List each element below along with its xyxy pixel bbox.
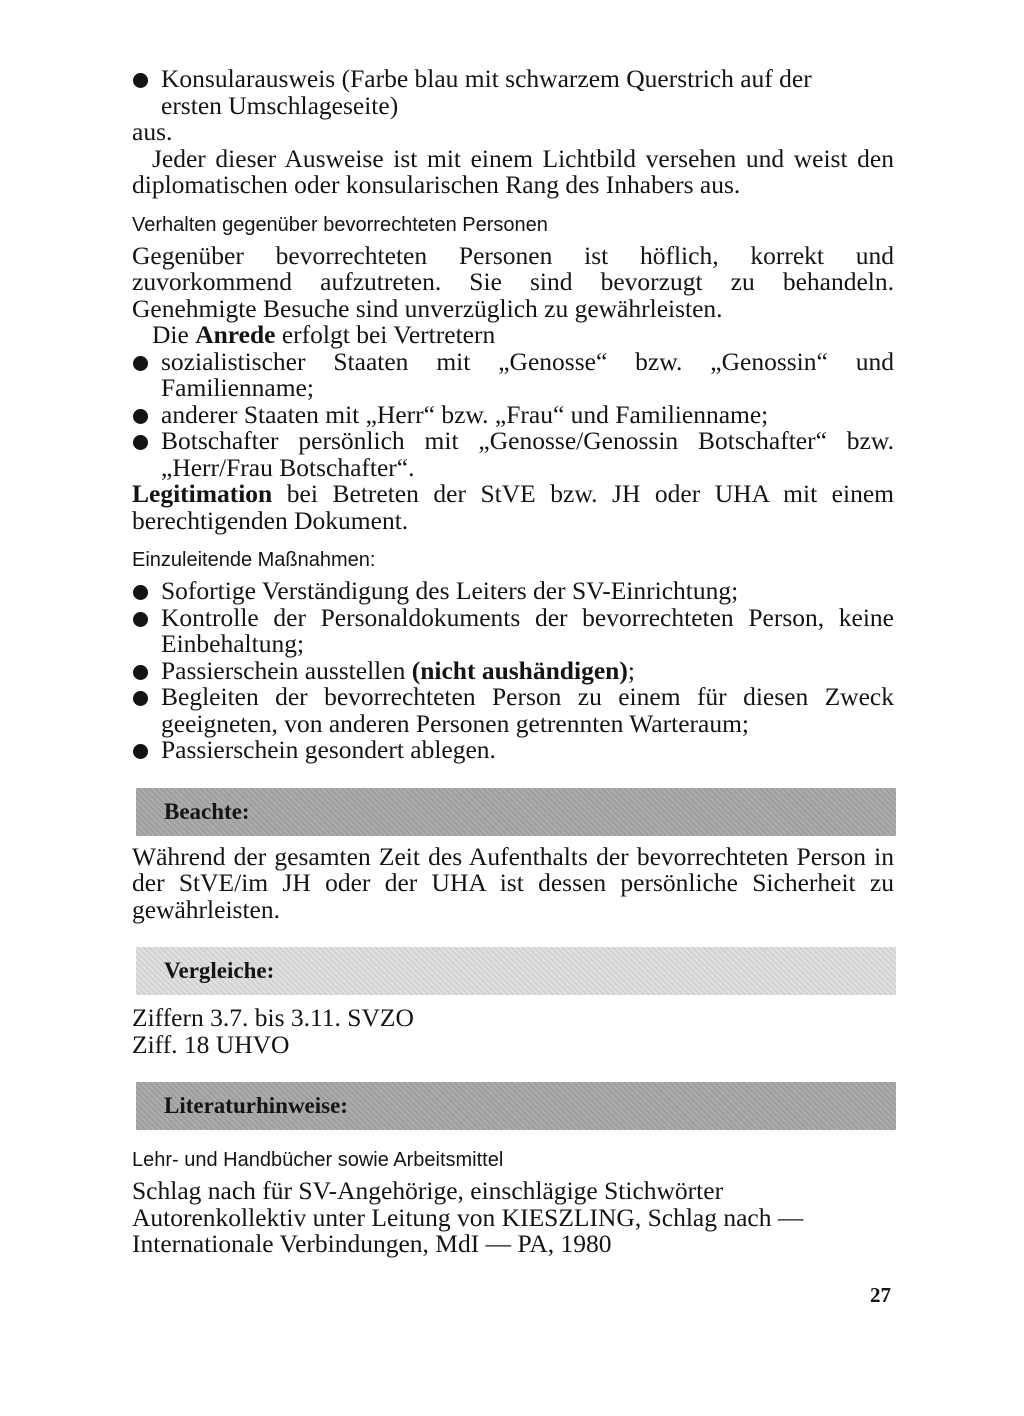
- list-item: [132, 684, 894, 737]
- list-item-text: anderer Staaten mit „Herr“ bzw. „Frau“ und Familienname;: [161, 399, 769, 429]
- paragraph-verhalten: Gegenüber bevorrechteten Personen ist höflich, korrekt und zuvorkommend aufzutreten. Sie sind bevorzugt zu behandeln. Genehmigte Besuche sind unverzüglich zu gewährleisten.: [132, 240, 894, 323]
- vergleiche-line: Ziff. 18 UHVO: [132, 1029, 290, 1059]
- list-item-text: Begleiten der bevorrechteten Person zu einem für diesen Zweck geeigneten, von anderen Personen getrennten Warteraum;: [161, 682, 894, 738]
- list-item-text: sozialistischer Staaten mit „Genosse“ bzw. „Genossin“ und Familienname;: [161, 346, 894, 402]
- section-heading-massnahmen: Einzuleitende Maßnahmen:: [132, 549, 376, 571]
- anrede-suffix: erfolgt bei Vertretern: [281, 320, 496, 349]
- bullet-line: Konsularausweis (Farbe blau mit schwarzem Querstrich auf der: [161, 64, 812, 93]
- vergleiche-line: Ziffern 3.7. bis 3.11. SVZO: [132, 1003, 414, 1032]
- list-item-tail: ;: [627, 655, 635, 685]
- literatur-box: [136, 1082, 896, 1130]
- list-item: [132, 602, 894, 658]
- legitimation-rest: bei Betreten der StVE bzw. JH oder UHA mit einem berechtigenden Dokument.: [132, 479, 894, 535]
- legitimation-bold: Legitimation: [132, 479, 273, 508]
- bullet-dot-icon: [133, 73, 148, 88]
- literatur-heading: Lehr- und Handbücher sowie Arbeitsmittel: [132, 1149, 504, 1171]
- beachte-box: [136, 788, 896, 836]
- page-content: [132, 66, 894, 1258]
- list-item-plain: Passierschein ausstellen: [161, 655, 406, 685]
- vergleiche-box: [136, 947, 896, 995]
- literatur-line: Autorenkollektiv unter Leitung von KIESZLING, Schlag nach —: [132, 1202, 804, 1232]
- bullet-dot-icon: [133, 744, 148, 759]
- list-item: [132, 655, 894, 685]
- list-item: [132, 737, 894, 764]
- bullet-dot-icon: [133, 612, 148, 627]
- anrede-bold: Anrede: [195, 320, 276, 349]
- list-item-text: Passierschein gesondert ablegen.: [161, 735, 496, 764]
- list-item-text: [161, 655, 894, 685]
- paragraph-beachte: Während der gesamten Zeit des Aufenthalts der bevorrechteten Person in der StVE/im JH oder der UHA ist dessen persönliche Sicherheit zu gewährleisten.: [132, 841, 894, 924]
- list-item: [132, 346, 894, 402]
- literatur-label: Literaturhinweise:: [164, 1093, 348, 1118]
- bullet-konsularausweis: [132, 66, 894, 119]
- list-item-text: Botschafter persönlich mit „Genosse/Genossin Botschafter“ bzw. „Herr/Frau Botschafter“.: [161, 426, 894, 482]
- list-item: [132, 578, 894, 605]
- page-number: 27: [870, 1283, 891, 1307]
- anrede-intro: [132, 322, 894, 349]
- vergleiche-label: Vergleiche:: [164, 958, 275, 983]
- bullet-dot-icon: [133, 409, 148, 424]
- bullet-dot-icon: [133, 435, 148, 450]
- bullet-dot-icon: [133, 691, 148, 706]
- anrede-prefix: Die: [152, 320, 189, 349]
- bullet-dot-icon: [133, 585, 148, 600]
- list-item: [132, 399, 894, 429]
- list-item-text: Sofortige Verständigung des Leiters der SV-Einrichtung;: [161, 576, 739, 605]
- beachte-label: Beachte:: [164, 798, 250, 824]
- bullet-dot-icon: [133, 356, 148, 371]
- literatur-line: Internationale Verbindungen, MdI — PA, 1980: [132, 1229, 612, 1258]
- bullet-line: ersten Umschlageseite): [161, 90, 399, 120]
- paragraph-ausweise: Jeder dieser Ausweise ist mit einem Lichtbild versehen und weist den diplomatischen oder konsularischen Rang des Inhabers aus.: [132, 143, 894, 199]
- text-aus: aus.: [132, 117, 173, 146]
- paragraph-legitimation: [132, 481, 894, 534]
- list-item-bold: (nicht aushändigen): [411, 655, 628, 685]
- literatur-line: Schlag nach für SV-Angehörige, einschlägige Stichwörter: [132, 1176, 724, 1205]
- bullet-dot-icon: [133, 665, 148, 680]
- list-item-text: Kontrolle der Personaldokuments der bevorrechteten Person, keine Einbehaltung;: [161, 602, 894, 658]
- list-item: [132, 428, 894, 481]
- section-heading-verhalten: Verhalten gegenüber bevorrechteten Personen: [132, 213, 548, 236]
